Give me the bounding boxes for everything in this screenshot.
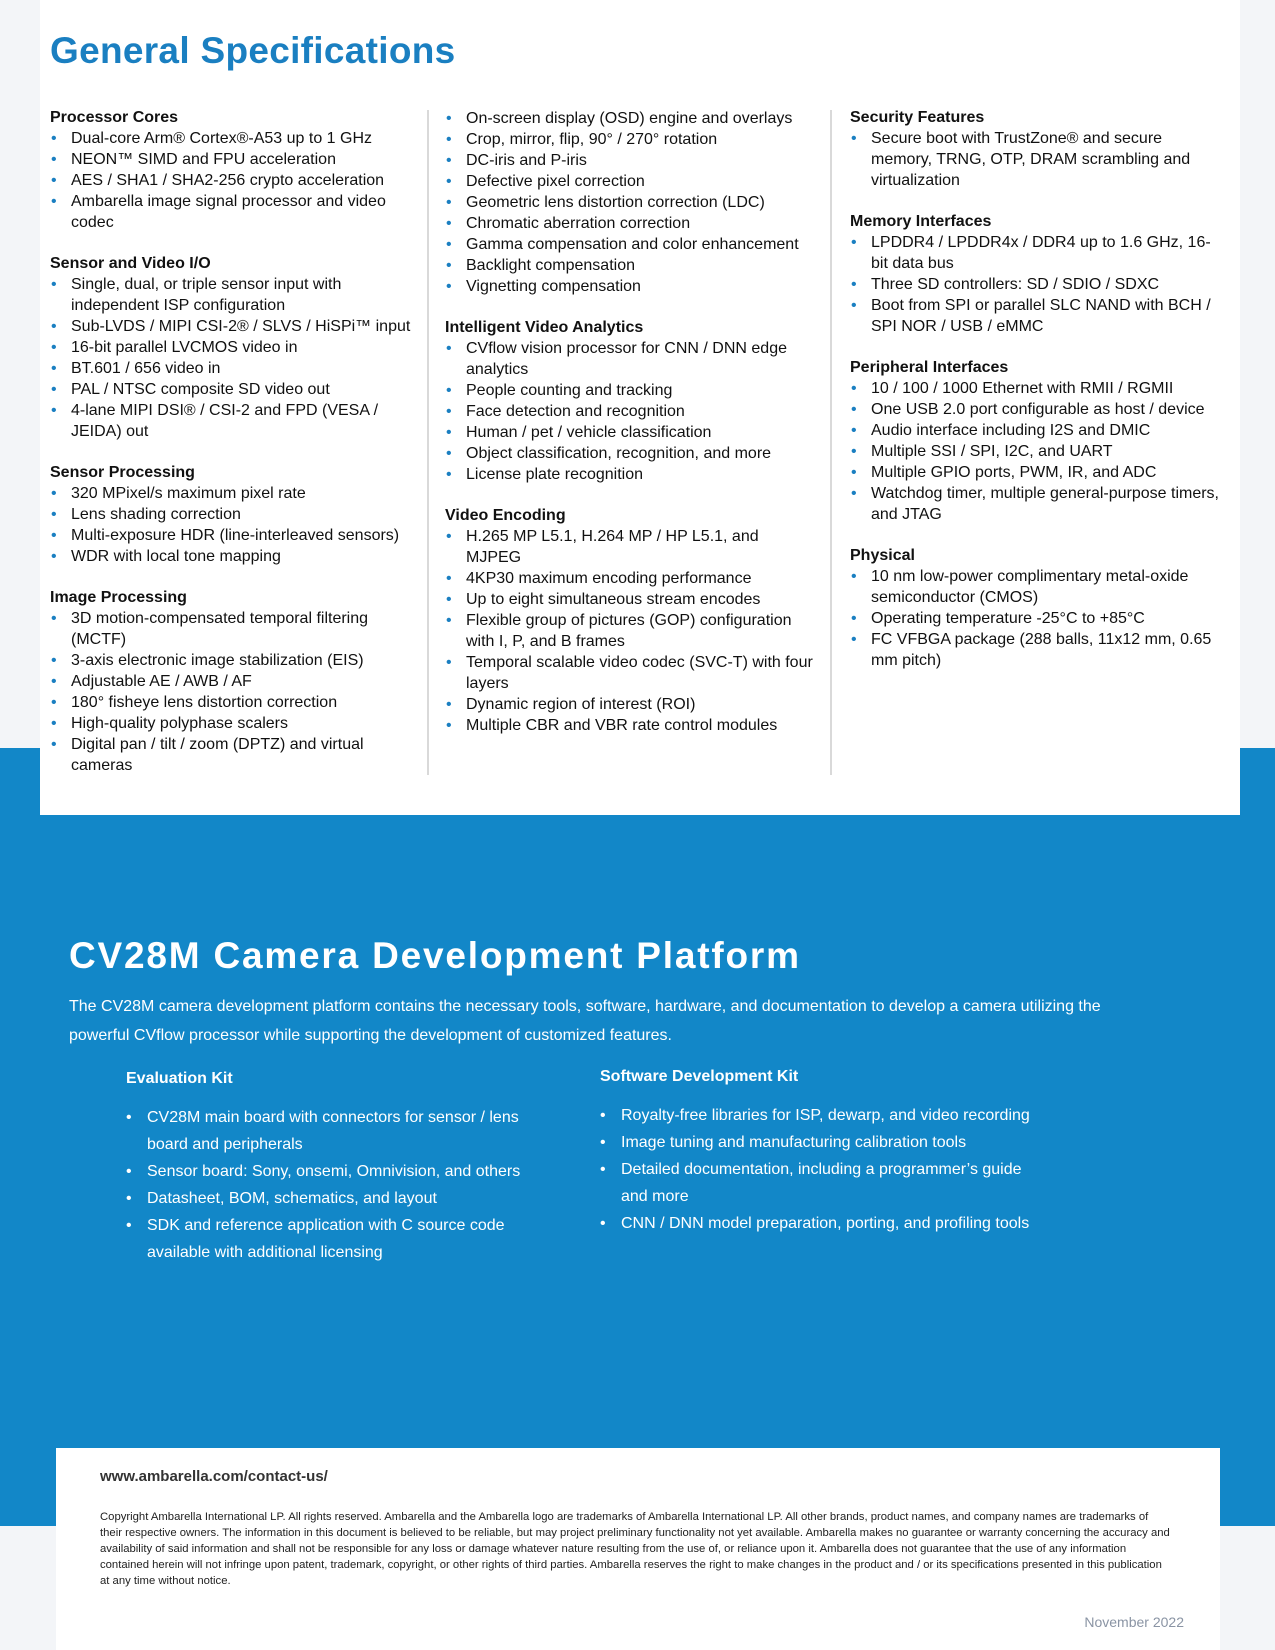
list-item: • Three SD controllers: SD / SDIO / SDXC [850,274,1220,295]
spec-column-2 [445,108,815,757]
list-item: • Multi-exposure HDR (line-interleaved sensors) [50,525,420,546]
list-item: • Backlight compensation [445,255,815,276]
spec-list [850,232,1220,337]
contact-link[interactable]: www.ambarella.com/contact-us/ [100,1468,328,1485]
spec-section-sensor-processing [50,463,420,567]
spec-section-intelligent-video-analytics [445,318,815,485]
list-item: • AES / SHA1 / SHA2-256 crypto acceleration [50,170,420,191]
list-item: • 3-axis electronic image stabilization (EIS) [50,650,420,671]
section-heading: Video Encoding [445,507,566,524]
section-heading: Sensor Processing [50,464,195,481]
list-item: • FC VFBGA package (288 balls, 11x12 mm, 0.65 mm pitch) [850,629,1220,671]
spec-list [445,338,815,485]
specs-title: General Specifications [50,30,456,71]
list-item: • Sensor board: Sony, onsemi, Omnivision, and others [126,1158,556,1185]
list-item: • One USB 2.0 port configurable as host / device [850,399,1220,420]
list-item: • Audio interface including I2S and DMIC [850,420,1220,441]
list-item: • Flexible group of pictures (GOP) configuration with I, P, and B frames [445,610,815,652]
list-item: • Chromatic aberration correction [445,213,815,234]
list-item: • CNN / DNN model preparation, porting, and profiling tools [600,1210,1030,1237]
spec-section-sensor-and-video-i-o [50,254,420,442]
list-item: • DC-iris and P-iris [445,150,815,171]
list-item: • Image tuning and manufacturing calibration tools [600,1129,1030,1156]
list-item: • Operating temperature -25°C to +85°C [850,608,1220,629]
platform-intro: The CV28M camera development platform contains the necessary tools, software, hardware, and documentation to develop a camera utilizing the powerful CVflow processor while supporting the development of customized features. [69,998,1101,1044]
footer-card [56,1448,1220,1650]
list-item: • 320 MPixel/s maximum pixel rate [50,483,420,504]
list-item: • Multiple SSI / SPI, I2C, and UART [850,441,1220,462]
evaluation-kit [126,1068,556,1266]
list-item: • Multiple CBR and VBR rate control modules [445,715,815,736]
spec-section-continued [445,108,815,297]
list-item: • Lens shading correction [50,504,420,525]
list-item: • Crop, mirror, flip, 90° / 270° rotation [445,129,815,150]
section-heading: Peripheral Interfaces [850,359,1009,376]
list-item: • CV28M main board with connectors for sensor / lens board and peripherals [126,1104,556,1158]
list-item: • Ambarella image signal processor and video codec [50,191,420,233]
list-item: • Multiple GPIO ports, PWM, IR, and ADC [850,462,1220,483]
list-item: • Royalty-free libraries for ISP, dewarp, and video recording [600,1102,1030,1129]
spec-section-processor-cores [50,108,420,233]
spec-section-physical [850,546,1220,671]
list-item: • Face detection and recognition [445,401,815,422]
list-item: • 16-bit parallel LVCMOS video in [50,337,420,358]
spec-section-video-encoding [445,506,815,736]
list-item: • Single, dual, or triple sensor input with independent ISP configuration [50,274,420,316]
list-item: • 4-lane MIPI DSI® / CSI-2 and FPD (VESA / JEIDA) out [50,400,420,442]
list-item: • Digital pan / tilt / zoom (DPTZ) and virtual cameras [50,734,420,776]
section-heading: Security Features [850,109,985,126]
spec-list [850,128,1220,191]
section-heading: Memory Interfaces [850,213,992,230]
spec-column-3 [850,108,1220,692]
list-item: • Boot from SPI or parallel SLC NAND with BCH / SPI NOR / USB / eMMC [850,295,1220,337]
list-item: • WDR with local tone mapping [50,546,420,567]
section-heading: Sensor and Video I/O [50,255,211,272]
spec-section-memory-interfaces [850,212,1220,337]
spec-column-1 [50,108,420,797]
spec-list [445,108,815,297]
list-item: • On-screen display (OSD) engine and overlays [445,108,815,129]
kit-list [600,1102,1030,1237]
publication-date: November 2022 [1084,1614,1184,1630]
list-item: • Up to eight simultaneous stream encodes [445,589,815,610]
spec-list [50,483,420,567]
general-specifications-card [40,0,1240,815]
list-item: • Human / pet / vehicle classification [445,422,815,443]
list-item: • Vignetting compensation [445,276,815,297]
section-heading: Processor Cores [50,109,179,126]
list-item: • 10 nm low-power complimentary metal-oxide semiconductor (CMOS) [850,566,1220,608]
spec-list [50,274,420,442]
list-item: • Defective pixel correction [445,171,815,192]
list-item: • Watchdog timer, multiple general-purpose timers, and JTAG [850,483,1220,525]
list-item: • 10 / 100 / 1000 Ethernet with RMII / RGMII [850,378,1220,399]
list-item: • Detailed documentation, including a programmer’s guide and more [600,1156,1030,1210]
list-item: • SDK and reference application with C source code available with additional licensing [126,1212,556,1266]
list-item: • H.265 MP L5.1, H.264 MP / HP L5.1, and MJPEG [445,526,815,568]
list-item: • 3D motion-compensated temporal filtering (MCTF) [50,608,420,650]
list-item: • 180° fisheye lens distortion correction [50,692,420,713]
list-item: • People counting and tracking [445,380,815,401]
section-heading: Physical [850,547,915,564]
list-item: • Secure boot with TrustZone® and secure memory, TRNG, OTP, DRAM scrambling and virtualization [850,128,1220,191]
column-divider [427,110,429,775]
spec-list [850,378,1220,525]
list-item: • Datasheet, BOM, schematics, and layout [126,1185,556,1212]
list-item: • LPDDR4 / LPDDR4x / DDR4 up to 1.6 GHz, 16-bit data bus [850,232,1220,274]
list-item: • NEON™ SIMD and FPU acceleration [50,149,420,170]
kit-list [126,1104,556,1266]
section-heading: Image Processing [50,589,187,606]
spec-section-peripheral-interfaces [850,358,1220,525]
list-item: • Geometric lens distortion correction (LDC) [445,192,815,213]
list-item: • High-quality polyphase scalers [50,713,420,734]
list-item: • 4KP30 maximum encoding performance [445,568,815,589]
spec-section-security-features [850,108,1220,191]
list-item: • CVflow vision processor for CNN / DNN edge analytics [445,338,815,380]
list-item: • PAL / NTSC composite SD video out [50,379,420,400]
list-item: • Gamma compensation and color enhancement [445,234,815,255]
copyright-notice: Copyright Ambarella International LP. All rights reserved. Ambarella and the Ambarella logo are trademarks of Ambarella International LP. All other brands, product names, and company names are trademarks of their respective owners. The information in this document is believed to be reliable, but may project preliminary functionality not yet available. Ambarella makes no guarantee or warranty concerning the accuracy and availability of said information and shall not be responsible for any loss or damage whatever nature resulting from the use of, or reliance upon it. Ambarella does not guarantee that the use of any information contained herein will not infringe upon patent, trademark, copyright, or other rights of third parties. Ambarella reserves the right to make changes in the product and / or its specifications presented in this publication at any time without notice. [100,1511,1170,1587]
spec-list [445,526,815,736]
spec-list [50,608,420,776]
column-divider [830,110,832,775]
software-development-kit [600,1066,1030,1237]
kit-heading: Evaluation Kit [126,1070,233,1087]
spec-section-image-processing [50,588,420,776]
spec-list [50,128,420,233]
list-item: • BT.601 / 656 video in [50,358,420,379]
list-item: • License plate recognition [445,464,815,485]
kit-heading: Software Development Kit [600,1068,799,1085]
list-item: • Sub-LVDS / MIPI CSI-2® / SLVS / HiSPi™ input [50,316,420,337]
list-item: • Object classification, recognition, and more [445,443,815,464]
list-item: • Dual-core Arm® Cortex®-A53 up to 1 GHz [50,128,420,149]
spec-list [850,566,1220,671]
platform-title: CV28M Camera Development Platform [69,935,801,976]
list-item: • Dynamic region of interest (ROI) [445,694,815,715]
section-heading: Intelligent Video Analytics [445,319,644,336]
list-item: • Temporal scalable video codec (SVC-T) with four layers [445,652,815,694]
list-item: • Adjustable AE / AWB / AF [50,671,420,692]
